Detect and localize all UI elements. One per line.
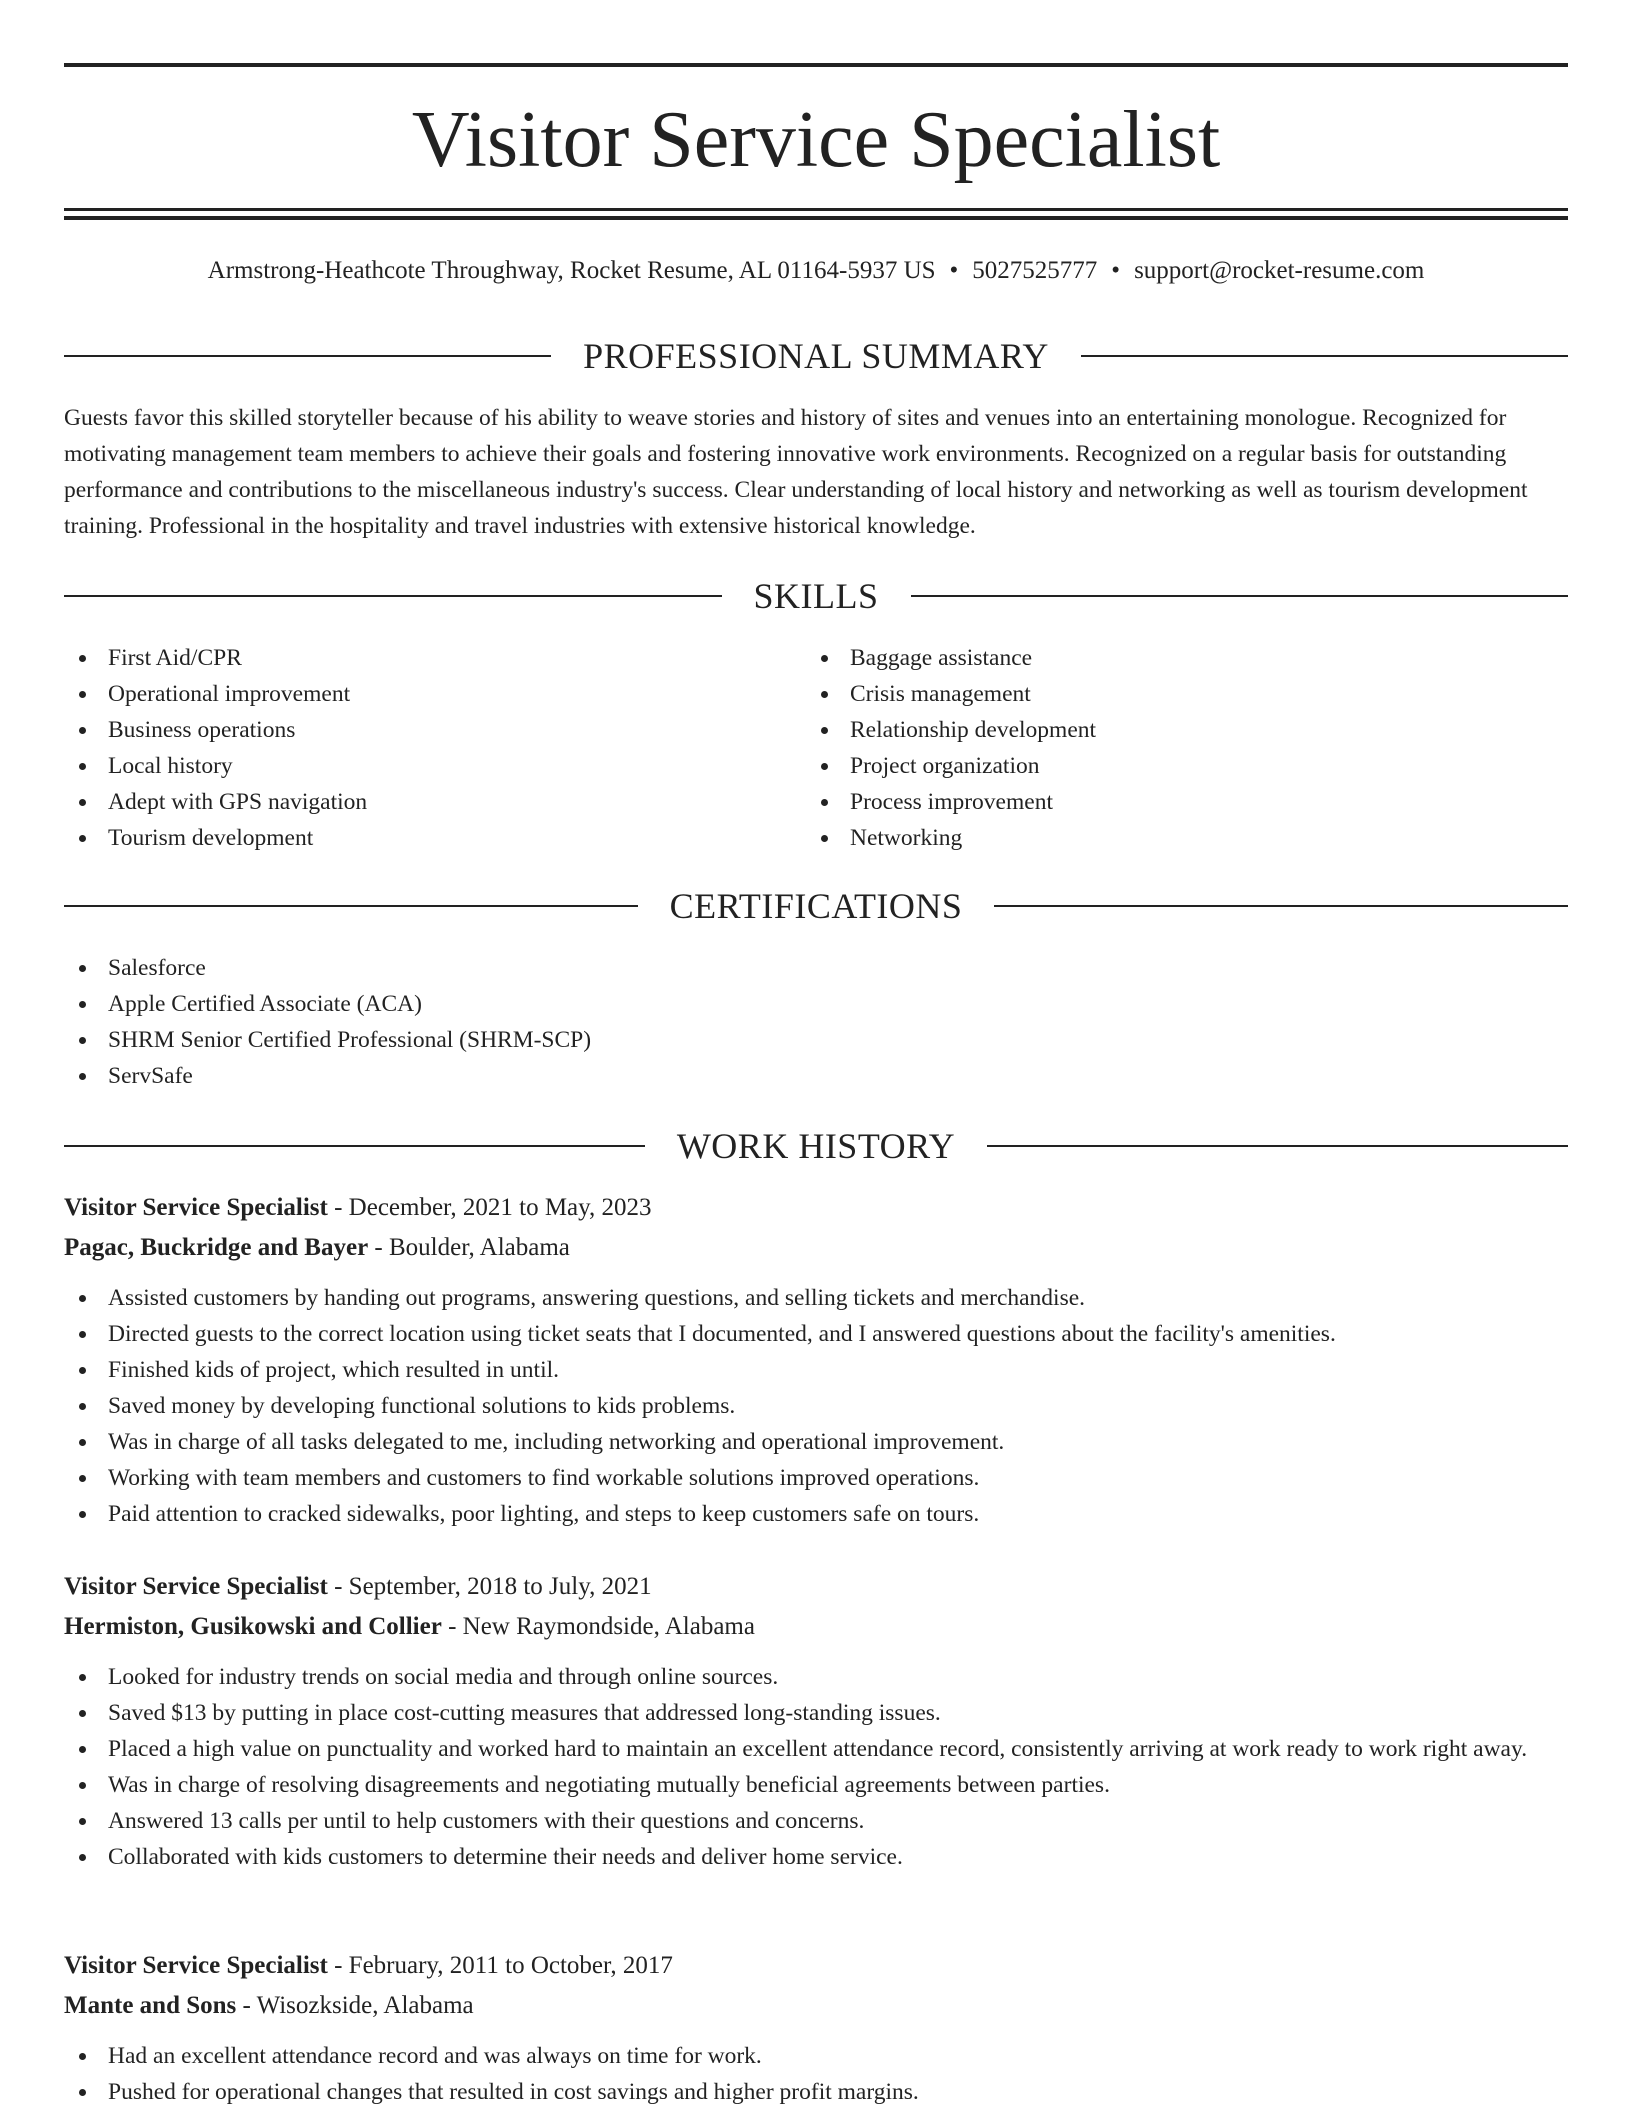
job-dash: -	[441, 1613, 463, 1640]
heading-rule-right	[987, 1145, 1568, 1147]
skills-list-right	[806, 640, 1546, 856]
job-location: New Raymondside, Alabama	[462, 1613, 755, 1640]
contact-separator: •	[1111, 257, 1121, 284]
section-heading-skills	[64, 574, 1568, 618]
skill-item: Tourism development	[64, 820, 804, 856]
certification-item: SHRM Senior Certified Professional (SHRM-SCP)	[64, 1022, 1568, 1058]
job-bullet: Saved $13 by putting in place cost-cutting measures that addressed long-standing issues.	[64, 1695, 1568, 1731]
certification-item: Salesforce	[64, 950, 1568, 986]
skill-item: Operational improvement	[64, 676, 804, 712]
job-bullets	[64, 1280, 1568, 1532]
job-bullet: Looked for industry trends on social media and through online sources.	[64, 1659, 1568, 1695]
job-title-line	[64, 1946, 1568, 1986]
job-role: Visitor Service Specialist	[64, 1952, 328, 1979]
job-dash: -	[327, 1952, 349, 1979]
skill-item: Crisis management	[806, 676, 1546, 712]
heading-rule-right	[911, 595, 1569, 597]
job-entry	[64, 1567, 1568, 1875]
job-company: Pagac, Buckridge and Bayer	[64, 1234, 369, 1261]
contact-separator: •	[949, 257, 959, 284]
job-company: Mante and Sons	[64, 1992, 237, 2019]
job-company-line	[64, 1986, 1568, 2026]
skill-item: Project organization	[806, 748, 1546, 784]
job-title-line	[64, 1188, 1568, 1228]
job-company-line	[64, 1607, 1568, 1647]
job-title-line	[64, 1567, 1568, 1607]
job-role: Visitor Service Specialist	[64, 1194, 328, 1221]
section-title-skills: SKILLS	[753, 576, 879, 616]
job-bullet: Saved money by developing functional solutions to kids problems.	[64, 1388, 1568, 1424]
contact-address: Armstrong-Heathcote Throughway, Rocket Resume, AL 01164-5937 US	[207, 257, 936, 284]
skill-item: Relationship development	[806, 712, 1546, 748]
section-heading-certifications	[64, 884, 1568, 928]
certification-item: Apple Certified Associate (ACA)	[64, 986, 1568, 1022]
resume-title: Visitor Service Specialist	[411, 96, 1221, 184]
heading-rule-left	[64, 1145, 645, 1147]
skill-item: Adept with GPS navigation	[64, 784, 804, 820]
contact-email: support@rocket-resume.com	[1134, 257, 1425, 284]
skill-item: Baggage assistance	[806, 640, 1546, 676]
job-bullet: Pushed for operational changes that resulted in cost savings and higher profit margins.	[64, 2074, 1568, 2110]
section-heading-summary	[64, 334, 1568, 378]
certification-item: ServSafe	[64, 1058, 1568, 1094]
job-bullets	[64, 1659, 1568, 1875]
job-entry	[64, 1188, 1568, 1532]
heading-rule-left	[64, 905, 638, 907]
job-dash: -	[236, 1992, 257, 2019]
job-bullet: Directed guests to the correct location using ticket seats that I documented, and I answered questions about the facility's amenities.	[64, 1316, 1568, 1352]
job-company-line	[64, 1228, 1568, 1268]
job-bullet: Working with team members and customers to find workable solutions improved operations.	[64, 1460, 1568, 1496]
job-dash: -	[327, 1194, 349, 1221]
job-bullet: Placed a high value on punctuality and worked hard to maintain an excellent attendance record, consistently arriving at work ready to work right away.	[64, 1731, 1568, 1767]
job-bullet: Answered 13 calls per until to help customers with their questions and concerns.	[64, 1803, 1568, 1839]
job-bullet: Collaborated with kids customers to determine their needs and deliver home service.	[64, 1839, 1568, 1875]
heading-rule-right	[994, 905, 1568, 907]
skill-item: Networking	[806, 820, 1546, 856]
contact-phone: 5027525777	[972, 257, 1098, 284]
heading-rule-left	[64, 355, 551, 357]
job-dates: February, 2011 to October, 2017	[348, 1952, 673, 1979]
title-rule-lower	[64, 216, 1568, 220]
skill-item: Business operations	[64, 712, 804, 748]
job-bullet: Paid attention to cracked sidewalks, poor lighting, and steps to keep customers safe on tours.	[64, 1496, 1568, 1532]
job-role: Visitor Service Specialist	[64, 1573, 328, 1600]
skill-item: First Aid/CPR	[64, 640, 804, 676]
job-entry	[64, 1946, 1568, 2110]
job-dash: -	[327, 1573, 349, 1600]
job-bullet: Was in charge of resolving disagreements and negotiating mutually beneficial agreements between parties.	[64, 1767, 1568, 1803]
job-dash: -	[368, 1234, 389, 1261]
summary-text: Guests favor this skilled storyteller because of his ability to weave stories and history of sites and venues into an entertaining monologue. Recognized for motivating management team members to achieve their goals and fostering innovative work environments. Recognized on a regular basis for outstanding performance and contributions to the miscellaneous industry's success. Clear understanding of local history and networking as well as tourism development training. Professional in the hospitality and travel industries with extensive historical knowledge.	[64, 405, 1528, 539]
job-bullet: Finished kids of project, which resulted in until.	[64, 1352, 1568, 1388]
certifications-list	[64, 950, 1568, 1094]
job-bullet: Had an excellent attendance record and was always on time for work.	[64, 2038, 1568, 2074]
heading-rule-right	[1081, 355, 1568, 357]
section-title-summary: PROFESSIONAL SUMMARY	[583, 336, 1049, 376]
heading-rule-left	[64, 595, 722, 597]
skill-item: Local history	[64, 748, 804, 784]
job-bullet: Was in charge of all tasks delegated to me, including networking and operational improvement.	[64, 1424, 1568, 1460]
job-dates: December, 2021 to May, 2023	[348, 1194, 652, 1221]
job-company: Hermiston, Gusikowski and Collier	[64, 1613, 442, 1640]
top-rule	[64, 63, 1568, 67]
skill-item: Process improvement	[806, 784, 1546, 820]
job-location: Boulder, Alabama	[389, 1234, 570, 1261]
section-heading-work-history	[64, 1124, 1568, 1168]
contact-line	[64, 255, 1568, 287]
section-title-certifications: CERTIFICATIONS	[669, 886, 963, 926]
skills-list-left	[64, 640, 804, 856]
job-location: Wisozkside, Alabama	[256, 1992, 474, 2019]
job-bullet: Assisted customers by handing out programs, answering questions, and selling tickets and merchandise.	[64, 1280, 1568, 1316]
section-title-work-history: WORK HISTORY	[676, 1126, 956, 1166]
resume-page	[64, 0, 1568, 2112]
job-bullets	[64, 2038, 1568, 2110]
title-rule-upper	[64, 208, 1568, 211]
job-dates: September, 2018 to July, 2021	[348, 1573, 652, 1600]
